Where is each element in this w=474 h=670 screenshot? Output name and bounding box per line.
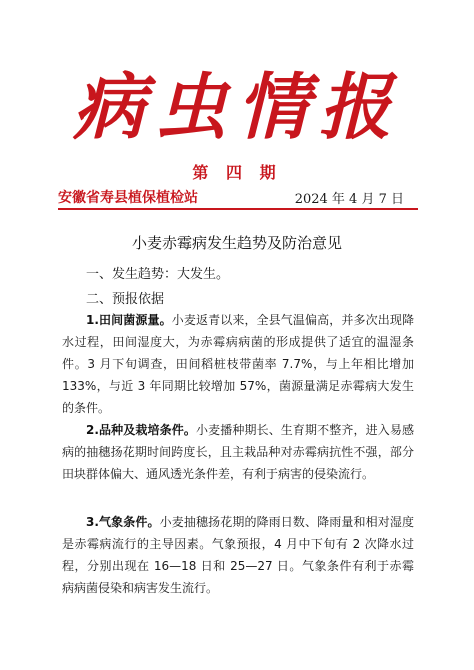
document-title: 小麦赤霉病发生趋势及防治意见 <box>131 234 342 252</box>
section-trend <box>86 263 229 282</box>
issue-number: 第 四 期 <box>192 163 282 182</box>
paragraph-variety-lead: 2.品种及栽培条件。 <box>86 423 196 437</box>
paragraph-source-text: 小麦返青以来，全县气温偏高，并多次出现降水过程，田间湿度大，为赤霉病病菌的形成提供了适宜的温湿条件。3 月下旬调查，田间稻桩枝带菌率 7.7%，与上年相比增加 133%，与近 3 年同期比较增加 57%，菌源量满足赤霉病大发生的条件。 <box>62 313 414 415</box>
paragraph-weather-lead: 3.气象条件。 <box>86 515 160 529</box>
issue-date: 2024 年 4 月 7 日 <box>294 192 404 207</box>
masthead <box>0 52 474 156</box>
paragraph-source-lead: 1.田间菌源量。 <box>86 313 172 327</box>
paragraph-source <box>62 309 414 419</box>
issuer-name: 安徽省寿县植保植检站 <box>58 190 198 206</box>
section-trend-label: 一、发生趋势： <box>86 267 178 282</box>
section-trend-value: 大发生。 <box>177 267 230 282</box>
paragraph-weather-text: 小麦抽穗扬花期的降雨日数、降雨量和相对湿度是赤霉病流行的主导因素。气象预报，4 月中下旬有 2 次降水过程，分别出现在 16—18 日和 25—27 日。气象条件有利于赤霉病病菌侵染和病害发生流行。 <box>62 515 414 595</box>
paragraph-variety <box>62 419 414 485</box>
paragraph-weather <box>62 511 414 599</box>
masthead-title: 病虫情报 <box>72 64 402 149</box>
paragraph-variety-text: 小麦播种期长、生育期不整齐，进入易感病的抽穗扬花期时间跨度长，且主栽品种对赤霉病抗性不强，部分田块群体偏大、通风透光条件差，有利于病害的侵染流行。 <box>62 423 414 481</box>
masthead-title-graphic <box>0 52 474 156</box>
header-divider <box>58 208 418 210</box>
section-basis: 二、预报依据 <box>86 292 165 307</box>
